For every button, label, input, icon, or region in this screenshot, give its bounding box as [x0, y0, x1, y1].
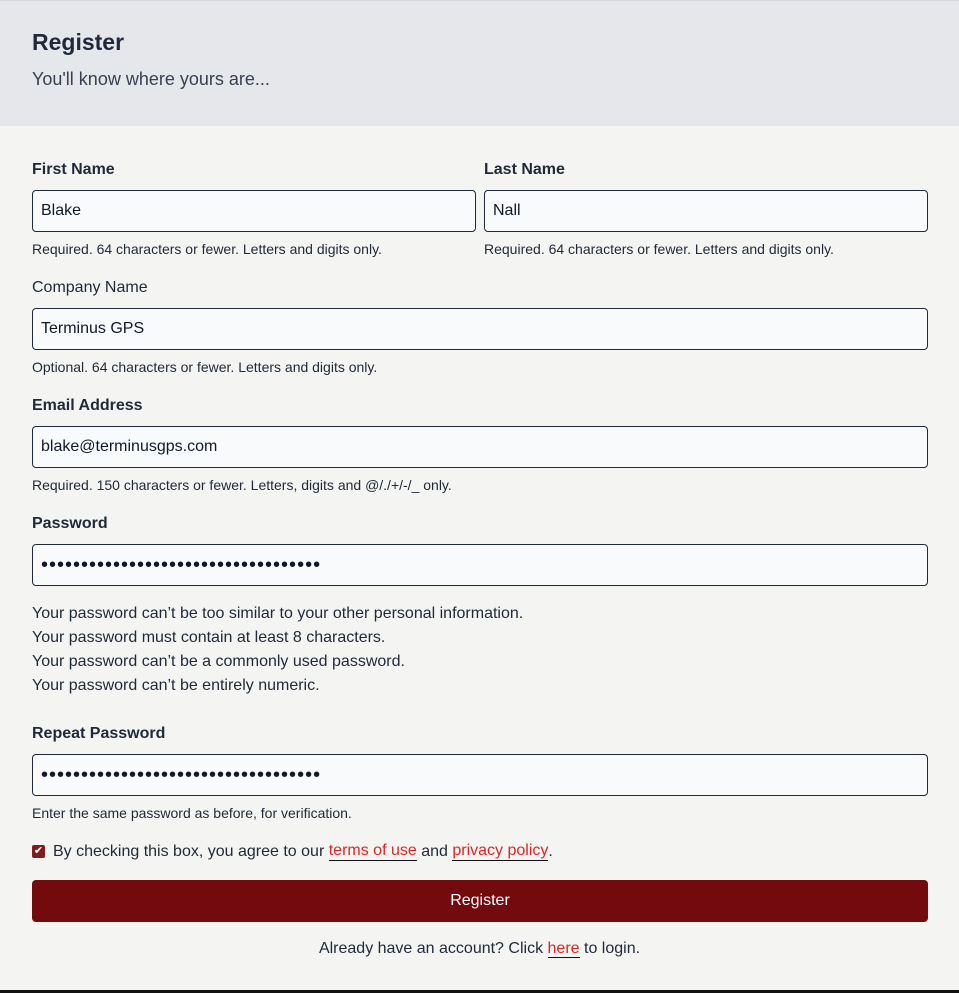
- last-name-help: Required. 64 characters or fewer. Letters and digits only.: [484, 241, 834, 257]
- repeat-password-label: Repeat Password: [32, 725, 166, 742]
- last-name-input[interactable]: Nall: [484, 190, 928, 232]
- agree-suffix: .: [548, 842, 553, 860]
- agree-and: and: [421, 842, 448, 860]
- agree-row: [32, 842, 553, 861]
- page-title: Register: [32, 29, 125, 55]
- email-help: Required. 150 characters or fewer. Letters, digits and @/./+/-/_ only.: [32, 477, 452, 493]
- last-name-label: Last Name: [484, 161, 565, 178]
- agree-checkbox[interactable]: ✔: [33, 845, 44, 857]
- agree-text: By checking this box, you agree to our: [53, 842, 325, 860]
- register-button[interactable]: Register: [32, 880, 928, 922]
- password-input[interactable]: •••••••••••••••••••••••••••••••••••: [32, 544, 928, 586]
- company-label: Company Name: [32, 279, 148, 296]
- first-name-help: Required. 64 characters or fewer. Letters and digits only.: [32, 241, 382, 257]
- password-help-item: Your password can’t be entirely numeric.: [32, 677, 320, 694]
- password-help-item: Your password can’t be too similar to your other personal information.: [32, 605, 524, 622]
- login-prompt: [0, 940, 959, 958]
- login-link[interactable]: here: [547, 940, 580, 957]
- privacy-link[interactable]: privacy policy: [452, 842, 549, 859]
- login-suffix: to login.: [584, 940, 641, 957]
- login-prefix: Already have an account? Click: [318, 940, 544, 957]
- password-help-item: Your password must contain at least 8 characters.: [32, 629, 386, 646]
- company-help: Optional. 64 characters or fewer. Letters and digits only.: [32, 359, 378, 375]
- first-name-input[interactable]: Blake: [32, 190, 476, 232]
- password-help: [32, 602, 523, 698]
- company-input[interactable]: Terminus GPS: [32, 308, 928, 350]
- password-label: Password: [32, 515, 108, 532]
- page-header: [0, 0, 959, 126]
- page-subtitle: You'll know where yours are...: [32, 69, 270, 89]
- password-help-item: Your password can’t be a commonly used password.: [32, 653, 405, 670]
- email-input[interactable]: blake@terminusgps.com: [32, 426, 928, 468]
- repeat-password-input[interactable]: •••••••••••••••••••••••••••••••••••: [32, 754, 928, 796]
- terms-link[interactable]: terms of use: [328, 842, 417, 859]
- repeat-password-help: Enter the same password as before, for verification.: [32, 805, 352, 821]
- email-label: Email Address: [32, 397, 143, 414]
- first-name-label: First Name: [32, 161, 115, 178]
